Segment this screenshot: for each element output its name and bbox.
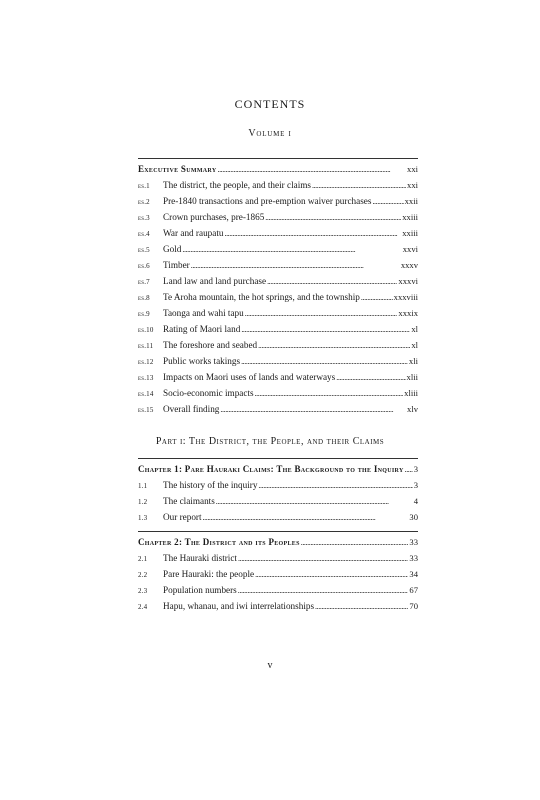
toc-item-number: es.2: [138, 198, 150, 206]
toc-item-number: es.10: [138, 326, 154, 334]
dot-leader: [336, 370, 405, 384]
toc-page-number: 4: [413, 496, 418, 506]
toc-page-number: 70: [409, 601, 418, 611]
dot-leader: [255, 386, 404, 400]
toc-item[interactable]: [138, 494, 418, 508]
toc-item-title: Our report: [163, 512, 202, 522]
toc-item[interactable]: [138, 306, 418, 320]
part-title: Part i: The District, the People, and their Claims: [155, 436, 385, 447]
toc-item[interactable]: [138, 194, 418, 208]
toc-item[interactable]: [138, 274, 418, 288]
dot-leader: [255, 567, 408, 581]
toc-page-number: xli: [408, 356, 418, 366]
toc-page-number: 33: [409, 537, 418, 547]
toc-item-title: The history of the inquiry: [163, 480, 258, 490]
dot-leader: [191, 258, 400, 272]
section-rule: [138, 531, 418, 532]
toc-item-number: es.5: [138, 246, 150, 254]
dot-leader: [245, 306, 398, 320]
toc-item-title: Gold: [163, 244, 182, 254]
toc-page-number: xliii: [404, 388, 418, 398]
toc-item-title: Timber: [163, 260, 190, 270]
toc-page-number: 34: [409, 569, 418, 579]
toc-item-title: The claimants: [163, 496, 215, 506]
toc-item[interactable]: [138, 178, 418, 192]
toc-item-number: 2.3: [138, 587, 148, 595]
toc-page-number: xxxv: [400, 260, 418, 270]
toc-item-title: Population numbers: [163, 585, 237, 595]
dot-leader: [216, 494, 413, 508]
toc-item-title: Crown purchases, pre-1865: [163, 212, 265, 222]
toc-heading-executive-summary[interactable]: [138, 162, 418, 176]
toc-item-number: es.6: [138, 262, 150, 270]
toc-item[interactable]: [138, 386, 418, 400]
page-number-footer: v: [267, 660, 273, 671]
toc-item[interactable]: [138, 338, 418, 352]
toc-item-number: es.11: [138, 342, 154, 350]
dot-leader: [238, 583, 409, 597]
dot-leader: [238, 551, 408, 565]
toc-page-number: xlii: [406, 372, 418, 382]
toc-page-number: xxi: [407, 180, 418, 190]
volume-title: Volume i: [248, 128, 292, 139]
toc-page-number: 33: [409, 553, 418, 563]
toc-item[interactable]: [138, 354, 418, 368]
page-title: CONTENTS: [234, 97, 306, 111]
toc-page-number: xxii: [404, 196, 418, 206]
toc-page-number: 3: [413, 480, 418, 490]
dot-leader: [312, 178, 406, 192]
toc-page-number: 67: [409, 585, 418, 595]
toc-item-number: es.12: [138, 358, 154, 366]
dot-leader: [301, 535, 409, 549]
toc-item[interactable]: [138, 478, 418, 492]
toc-page-number: xxiii: [402, 212, 418, 222]
toc-item[interactable]: [138, 258, 418, 272]
section-rule: [138, 458, 418, 459]
toc-page-number: 3: [413, 464, 418, 474]
toc-item-title: The Hauraki district: [163, 553, 237, 563]
toc-page-number: xl: [411, 340, 418, 350]
toc-item-number: es.14: [138, 390, 154, 398]
dot-leader: [220, 402, 406, 416]
toc-page-number: xxi: [407, 164, 418, 174]
dot-leader: [203, 510, 409, 524]
toc-item[interactable]: [138, 290, 418, 304]
toc-item-number: es.9: [138, 310, 150, 318]
toc-item-number: es.13: [138, 374, 154, 382]
toc-item-number: es.4: [138, 230, 150, 238]
section-rule: [138, 158, 418, 159]
dot-leader: [258, 338, 410, 352]
toc-item-number: 1.2: [138, 498, 148, 506]
toc-item-title: Pare Hauraki: the people: [163, 569, 255, 579]
toc-item[interactable]: [138, 567, 418, 581]
dot-leader: [267, 274, 397, 288]
toc-item[interactable]: [138, 226, 418, 240]
toc-item-title: War and raupatu: [163, 228, 224, 238]
dot-leader: [241, 322, 410, 336]
toc-item-number: es.1: [138, 182, 150, 190]
dot-leader: [361, 290, 393, 304]
toc-heading-chapter-1[interactable]: [138, 462, 418, 476]
toc-item-title: Rating of Maori land: [163, 324, 241, 334]
toc-item-title: Impacts on Maori uses of lands and waterways: [163, 372, 336, 382]
toc-item-title: Pre-1840 transactions and pre-emption waiver purchases: [163, 196, 372, 206]
toc-item-number: 2.4: [138, 603, 148, 611]
toc-item[interactable]: [138, 402, 418, 416]
toc-item-number: es.15: [138, 406, 154, 414]
toc-item[interactable]: [138, 210, 418, 224]
toc-page-number: xxiii: [402, 228, 418, 238]
toc-item-title: Socio-economic impacts: [163, 388, 254, 398]
toc-item-title: The district, the people, and their claims: [163, 180, 311, 190]
toc-item-title: Public works takings: [163, 356, 241, 366]
toc-item-title: Taonga and wahi tapu: [163, 308, 244, 318]
toc-item[interactable]: [138, 322, 418, 336]
toc-item-number: 2.1: [138, 555, 148, 563]
toc-page-number: xxvi: [402, 244, 418, 254]
toc-item-number: es.7: [138, 278, 150, 286]
dot-leader: [217, 162, 406, 176]
dot-leader: [315, 599, 408, 613]
toc-page-number: xlv: [407, 404, 418, 414]
toc-page-number: xl: [411, 324, 418, 334]
toc-item-number: 1.3: [138, 514, 148, 522]
toc-item[interactable]: [138, 370, 418, 384]
toc-item-title: Land law and land purchase: [163, 276, 267, 286]
toc-item-title: Te Aroha mountain, the hot springs, and the township: [163, 292, 360, 302]
toc-heading-title: Chapter 1: Pare Hauraki Claims: The Background to the Inquiry: [138, 464, 404, 474]
toc-item[interactable]: [138, 599, 418, 613]
dot-leader: [224, 226, 401, 240]
toc-page-number: xxxix: [398, 308, 418, 318]
dot-leader: [372, 194, 403, 208]
dot-leader: [182, 242, 401, 256]
toc-page-number: xxxviii: [393, 292, 418, 302]
toc-page-number: xxxvi: [398, 276, 418, 286]
toc-item-title: Overall finding: [163, 404, 220, 414]
dot-leader: [258, 478, 412, 492]
toc-item-number: 1.1: [138, 482, 148, 490]
toc-item-number: es.8: [138, 294, 150, 302]
toc-item-title: The foreshore and seabed: [163, 340, 258, 350]
toc-item[interactable]: [138, 551, 418, 565]
toc-heading-title: Chapter 2: The District and its Peoples: [138, 537, 300, 547]
toc-item-number: es.3: [138, 214, 150, 222]
toc-heading-title: Executive Summary: [138, 164, 217, 174]
dot-leader: [405, 462, 413, 476]
toc-item[interactable]: [138, 510, 418, 524]
toc-item[interactable]: [138, 583, 418, 597]
toc-item[interactable]: [138, 242, 418, 256]
dot-leader: [265, 210, 401, 224]
toc-item-number: 2.2: [138, 571, 148, 579]
toc-page-number: 30: [409, 512, 418, 522]
toc-heading-chapter-2[interactable]: [138, 535, 418, 549]
dot-leader: [241, 354, 408, 368]
toc-item-title: Hapu, whanau, and iwi interrelationships: [163, 601, 315, 611]
